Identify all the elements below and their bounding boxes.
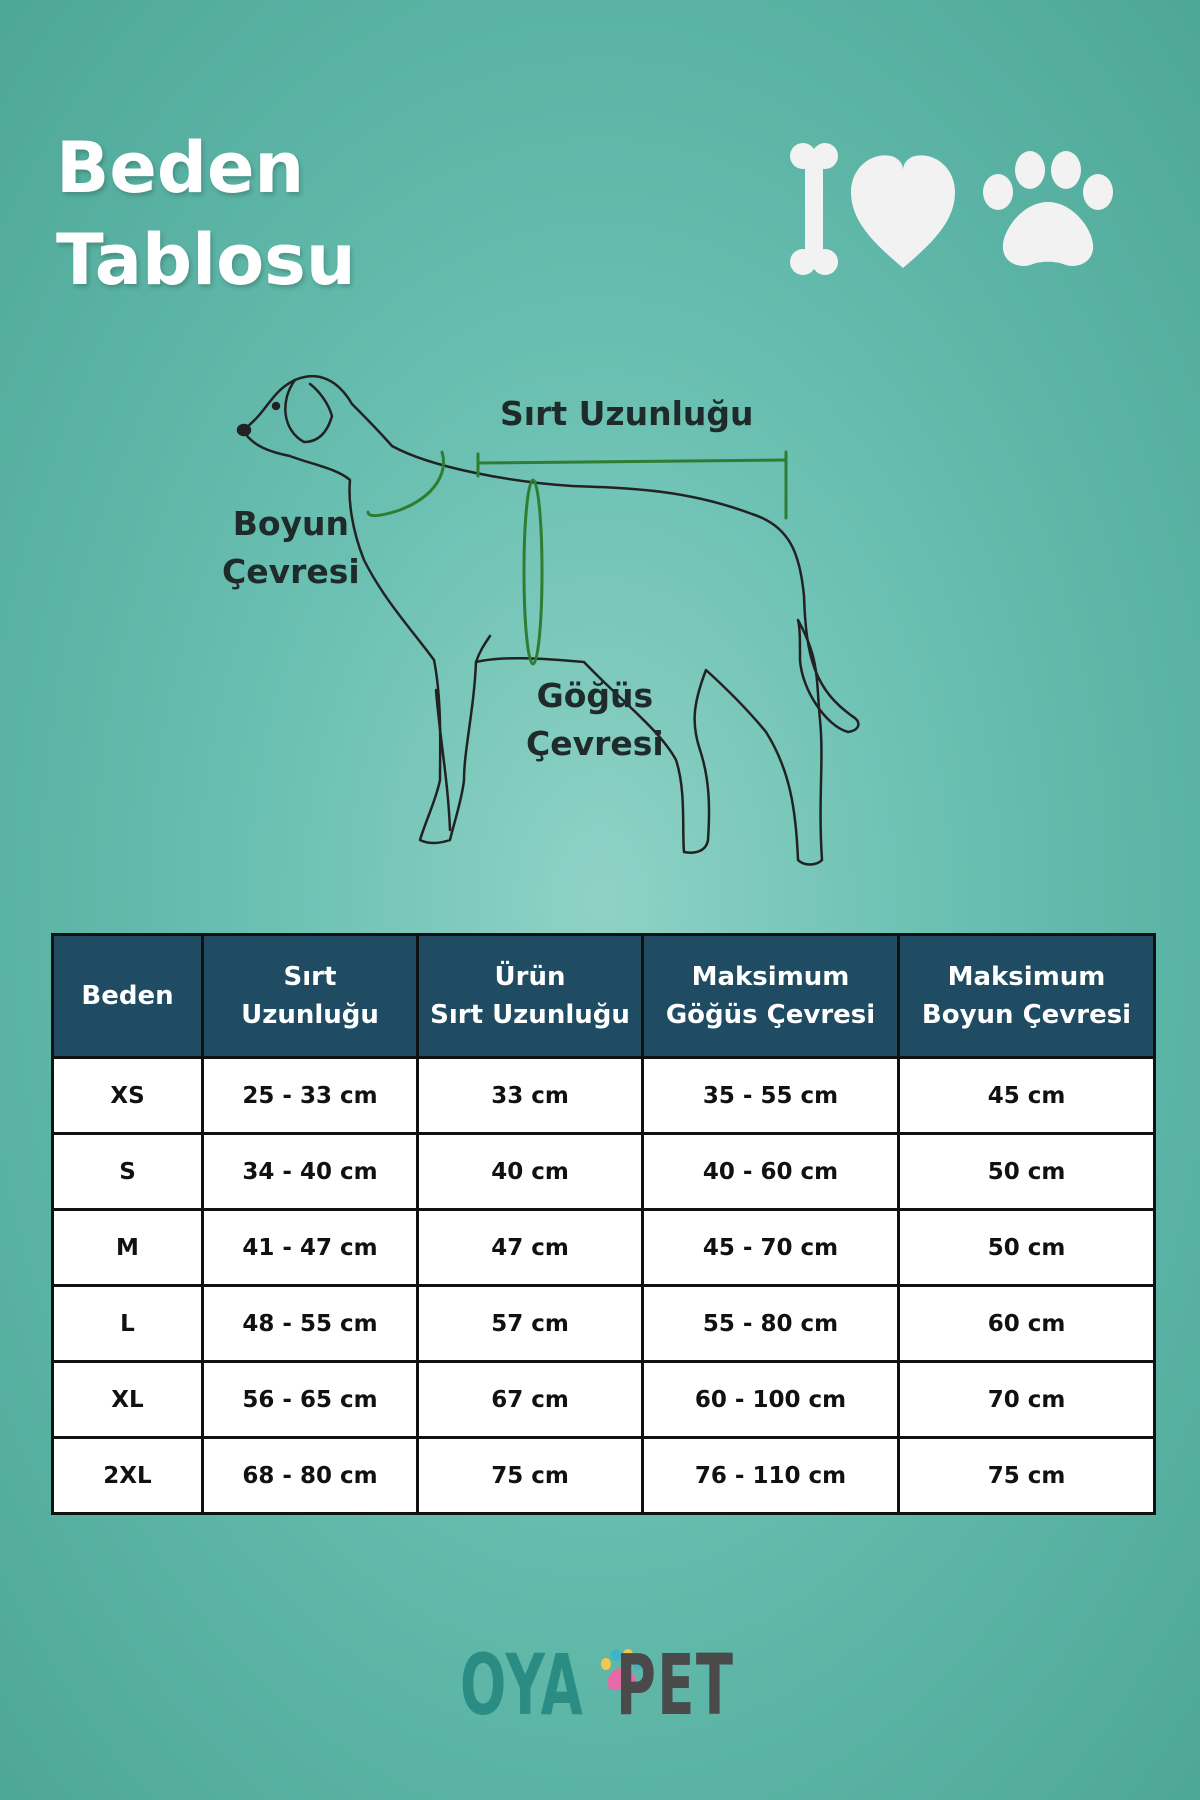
logo-text-oya: OYA <box>460 1636 585 1734</box>
cell-size: M <box>53 1210 203 1286</box>
cell-max-chest: 60 - 100 cm <box>643 1362 899 1438</box>
header-size-text: Beden <box>81 981 174 1011</box>
neck-label-line2: Çevresi <box>222 552 360 591</box>
header-product-back-length-line1: Ürün <box>494 962 566 992</box>
cell-max-chest: 55 - 80 cm <box>643 1286 899 1362</box>
header-max-chest-line2: Göğüs Çevresi <box>665 1000 876 1030</box>
back-length-measure-line <box>478 460 786 463</box>
cell-max-neck: 60 cm <box>899 1286 1155 1362</box>
table-row <box>53 1210 1155 1286</box>
cell-back-length: 48 - 55 cm <box>203 1286 418 1362</box>
cell-product-back-length: 47 cm <box>418 1210 643 1286</box>
table-header-row <box>53 935 1155 1058</box>
neck-circumference-label <box>222 500 360 596</box>
cell-size: XL <box>53 1362 203 1438</box>
cell-product-back-length: 57 cm <box>418 1286 643 1362</box>
back-length-label <box>500 390 754 438</box>
dog-front-leg-inner <box>436 690 450 830</box>
table-row <box>53 1134 1155 1210</box>
header-size <box>53 935 203 1058</box>
cell-size: XS <box>53 1058 203 1134</box>
header-max-chest-line1: Maksimum <box>691 962 850 992</box>
dog-ear <box>285 380 332 442</box>
dog-nose <box>238 425 250 435</box>
header-max-neck-line2: Boyun Çevresi <box>921 1000 1132 1030</box>
page-title-line2: Tablosu <box>56 219 356 301</box>
chest-circumference-label <box>526 672 664 768</box>
table-row <box>53 1438 1155 1514</box>
header-max-neck <box>899 935 1155 1058</box>
cell-max-chest: 35 - 55 cm <box>643 1058 899 1134</box>
cell-product-back-length: 67 cm <box>418 1362 643 1438</box>
cell-max-neck: 75 cm <box>899 1438 1155 1514</box>
chest-label-line2: Çevresi <box>526 724 664 763</box>
cell-max-chest: 40 - 60 cm <box>643 1134 899 1210</box>
dog-outline <box>243 376 858 864</box>
paw-icon <box>983 151 1113 266</box>
cell-back-length: 25 - 33 cm <box>203 1058 418 1134</box>
page-title-line1: Beden <box>56 127 305 209</box>
cell-size: 2XL <box>53 1438 203 1514</box>
cell-max-chest: 45 - 70 cm <box>643 1210 899 1286</box>
cell-product-back-length: 33 cm <box>418 1058 643 1134</box>
bone-icon <box>790 143 838 275</box>
cell-product-back-length: 40 cm <box>418 1134 643 1210</box>
table-row <box>53 1058 1155 1134</box>
chest-label-line1: Göğüs <box>536 676 654 715</box>
dog-measurement-diagram <box>200 360 920 880</box>
size-table <box>51 933 1156 1515</box>
dog-elbow-line <box>476 636 490 662</box>
cell-back-length: 56 - 65 cm <box>203 1362 418 1438</box>
cell-max-neck: 50 cm <box>899 1210 1155 1286</box>
cell-back-length: 68 - 80 cm <box>203 1438 418 1514</box>
dog-eye <box>273 403 279 409</box>
table-row <box>53 1286 1155 1362</box>
cell-product-back-length: 75 cm <box>418 1438 643 1514</box>
header-max-neck-line1: Maksimum <box>947 962 1106 992</box>
header-back-length <box>203 935 418 1058</box>
heart-icon <box>851 155 955 268</box>
cell-max-chest: 76 - 110 cm <box>643 1438 899 1514</box>
cell-back-length: 41 - 47 cm <box>203 1210 418 1286</box>
logo-text-pet: PET <box>616 1636 735 1734</box>
back-length-label-text: Sırt Uzunluğu <box>500 394 754 433</box>
cell-max-neck: 45 cm <box>899 1058 1155 1134</box>
neck-label-line1: Boyun <box>232 504 350 543</box>
cell-back-length: 34 - 40 cm <box>203 1134 418 1210</box>
header-back-length-line2: Uzunluğu <box>241 1000 379 1030</box>
page-title <box>56 122 356 306</box>
i-love-paw-icons <box>785 140 1115 275</box>
header-max-chest <box>643 935 899 1058</box>
chest-measure-loop <box>524 480 542 664</box>
cell-max-neck: 70 cm <box>899 1362 1155 1438</box>
header-back-length-line1: Sırt <box>283 962 337 992</box>
table-row <box>53 1362 1155 1438</box>
cell-size: L <box>53 1286 203 1362</box>
brand-logo <box>460 1636 750 1734</box>
cell-max-neck: 50 cm <box>899 1134 1155 1210</box>
cell-size: S <box>53 1134 203 1210</box>
header-product-back-length-line2: Sırt Uzunluğu <box>430 1000 630 1030</box>
header-product-back-length <box>418 935 643 1058</box>
